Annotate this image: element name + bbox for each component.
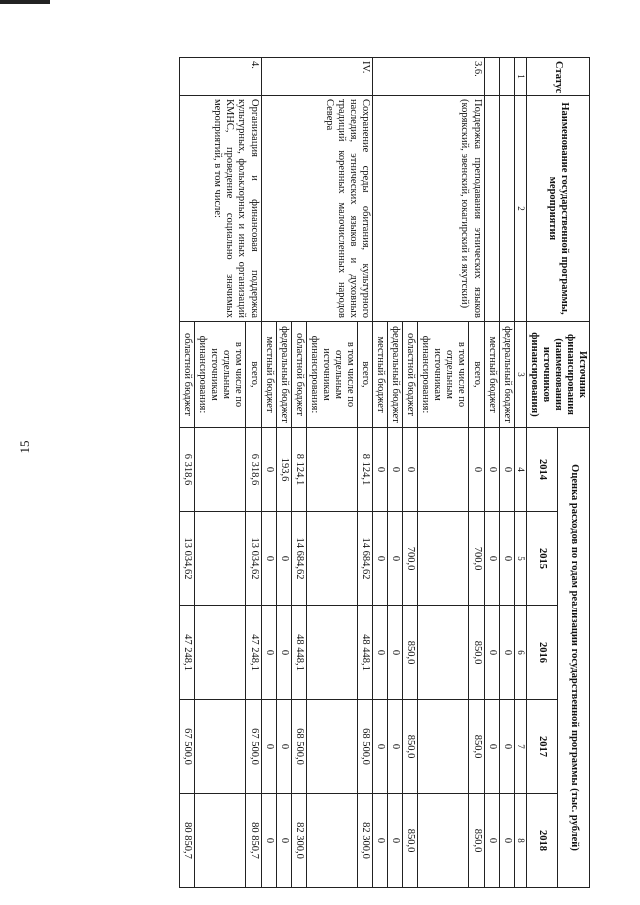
header-year: 2018	[526, 794, 558, 888]
value-cell: 8 124,1	[291, 428, 306, 512]
value-cell: 0	[484, 794, 499, 888]
header-year: 2016	[526, 606, 558, 700]
source-cell: всего,	[246, 322, 261, 428]
column-number: 4	[514, 428, 526, 512]
table-body	[180, 58, 515, 888]
value-cell: 850,0	[403, 606, 418, 700]
column-number: 1	[514, 58, 526, 96]
value-cell: 0	[484, 512, 499, 606]
table-row	[484, 58, 499, 888]
value-cell	[306, 606, 357, 700]
status-cell	[499, 58, 514, 96]
value-cell: 0	[276, 606, 291, 700]
value-cell	[418, 512, 469, 606]
value-cell	[418, 700, 469, 794]
value-cell: 82 300,0	[358, 794, 373, 888]
value-cell: 14 684,62	[358, 512, 373, 606]
column-number: 2	[514, 96, 526, 322]
status-cell: IV.	[261, 58, 373, 96]
source-cell: федеральный бюджет	[276, 322, 291, 428]
value-cell: 13 034,62	[180, 512, 195, 606]
value-cell	[306, 512, 357, 606]
value-cell	[195, 794, 246, 888]
header-estimate: Оценка расходов по годам реализации государственной программы (тыс. рублей)	[558, 428, 590, 888]
source-cell: в том числе по отдельным источникам финансирования:	[195, 322, 246, 428]
source-cell: всего,	[358, 322, 373, 428]
value-cell: 0	[261, 606, 276, 700]
source-cell: местный бюджет	[484, 322, 499, 428]
source-cell: федеральный бюджет	[388, 322, 403, 428]
name-cell: Поддержка преподавания этнических языков (корякский, эвенский, юкагирский и якутский)	[373, 96, 485, 322]
value-cell: 0	[499, 606, 514, 700]
value-cell: 850,0	[469, 606, 484, 700]
value-cell: 0	[499, 512, 514, 606]
value-cell: 0	[373, 700, 388, 794]
table-row	[358, 58, 373, 888]
scan-edge-mark	[0, 0, 50, 4]
name-cell: Организация и финансовая поддержка культурных, фольклорных и иных организаций КМНС, проведение социально значимых мероприятий, в том числе:	[180, 96, 261, 322]
column-number-row	[514, 58, 526, 888]
name-cell	[484, 96, 499, 322]
value-cell: 0	[373, 512, 388, 606]
value-cell	[195, 428, 246, 512]
status-cell	[484, 58, 499, 96]
value-cell: 0	[499, 428, 514, 512]
value-cell: 8 124,1	[358, 428, 373, 512]
value-cell: 0	[388, 606, 403, 700]
value-cell: 80 850,7	[180, 794, 195, 888]
table-row	[499, 58, 514, 888]
value-cell: 700,0	[469, 512, 484, 606]
value-cell: 0	[484, 428, 499, 512]
value-cell: 80 850,7	[246, 794, 261, 888]
value-cell: 0	[499, 700, 514, 794]
value-cell: 67 500,0	[246, 700, 261, 794]
source-cell: в том числе по отдельным источникам финансирования:	[306, 322, 357, 428]
source-cell: всего,	[469, 322, 484, 428]
header-year: 2017	[526, 700, 558, 794]
value-cell: 700,0	[403, 512, 418, 606]
column-number: 7	[514, 700, 526, 794]
name-cell: Сохранение среды обитания, культурного наследия, этнических языков и духовных традиций коренных малочисленных народов Севера	[261, 96, 373, 322]
value-cell	[195, 700, 246, 794]
value-cell: 0	[484, 700, 499, 794]
value-cell: 0	[469, 428, 484, 512]
value-cell: 0	[403, 428, 418, 512]
value-cell	[418, 428, 469, 512]
source-cell: местный бюджет	[373, 322, 388, 428]
value-cell: 13 034,62	[246, 512, 261, 606]
value-cell: 48 448,1	[291, 606, 306, 700]
value-cell	[418, 794, 469, 888]
header-year: 2015	[526, 512, 558, 606]
value-cell: 850,0	[403, 794, 418, 888]
value-cell	[195, 606, 246, 700]
column-number: 5	[514, 512, 526, 606]
source-cell: в том числе по отдельным источникам финансирования:	[418, 322, 469, 428]
value-cell: 193,6	[276, 428, 291, 512]
value-cell	[418, 606, 469, 700]
value-cell	[195, 512, 246, 606]
value-cell: 0	[388, 700, 403, 794]
source-cell: федеральный бюджет	[499, 322, 514, 428]
value-cell: 14 684,62	[291, 512, 306, 606]
column-number: 6	[514, 606, 526, 700]
source-cell: местный бюджет	[261, 322, 276, 428]
value-cell: 0	[388, 428, 403, 512]
value-cell: 0	[261, 512, 276, 606]
source-cell: областной бюджет	[291, 322, 306, 428]
value-cell: 0	[388, 512, 403, 606]
status-cell: 3.6.	[373, 58, 485, 96]
value-cell: 6 318,6	[246, 428, 261, 512]
value-cell: 0	[373, 428, 388, 512]
value-cell: 0	[373, 606, 388, 700]
page-number: 15	[17, 440, 32, 454]
column-number: 3	[514, 322, 526, 428]
value-cell: 0	[484, 606, 499, 700]
value-cell: 82 300,0	[291, 794, 306, 888]
value-cell: 68 500,0	[358, 700, 373, 794]
header-status: Статус	[526, 58, 589, 96]
value-cell: 47 248,1	[246, 606, 261, 700]
header-year: 2014	[526, 428, 558, 512]
value-cell: 0	[261, 428, 276, 512]
value-cell	[306, 794, 357, 888]
table-row	[469, 58, 484, 888]
value-cell: 48 448,1	[358, 606, 373, 700]
source-cell: областной бюджет	[180, 322, 195, 428]
financing-table	[179, 57, 590, 888]
value-cell: 67 500,0	[180, 700, 195, 794]
value-cell: 0	[276, 700, 291, 794]
value-cell	[306, 428, 357, 512]
header-name: Наименование государственной программы, мероприятия	[526, 96, 589, 322]
value-cell	[306, 700, 357, 794]
value-cell: 0	[261, 700, 276, 794]
value-cell: 850,0	[469, 794, 484, 888]
status-cell: 4.	[180, 58, 261, 96]
value-cell: 0	[388, 794, 403, 888]
value-cell: 0	[261, 794, 276, 888]
source-cell: областной бюджет	[403, 322, 418, 428]
name-cell	[499, 96, 514, 322]
value-cell: 47 248,1	[180, 606, 195, 700]
value-cell: 0	[499, 794, 514, 888]
value-cell: 68 500,0	[291, 700, 306, 794]
value-cell: 6 318,6	[180, 428, 195, 512]
rotated-table-wrapper	[135, 57, 590, 887]
column-number: 8	[514, 794, 526, 888]
value-cell: 0	[276, 512, 291, 606]
header-source: Источник финансирования (наименования источников финансирования)	[526, 322, 589, 428]
value-cell: 0	[373, 794, 388, 888]
value-cell: 0	[276, 794, 291, 888]
table-row	[246, 58, 261, 888]
value-cell: 850,0	[469, 700, 484, 794]
value-cell: 850,0	[403, 700, 418, 794]
